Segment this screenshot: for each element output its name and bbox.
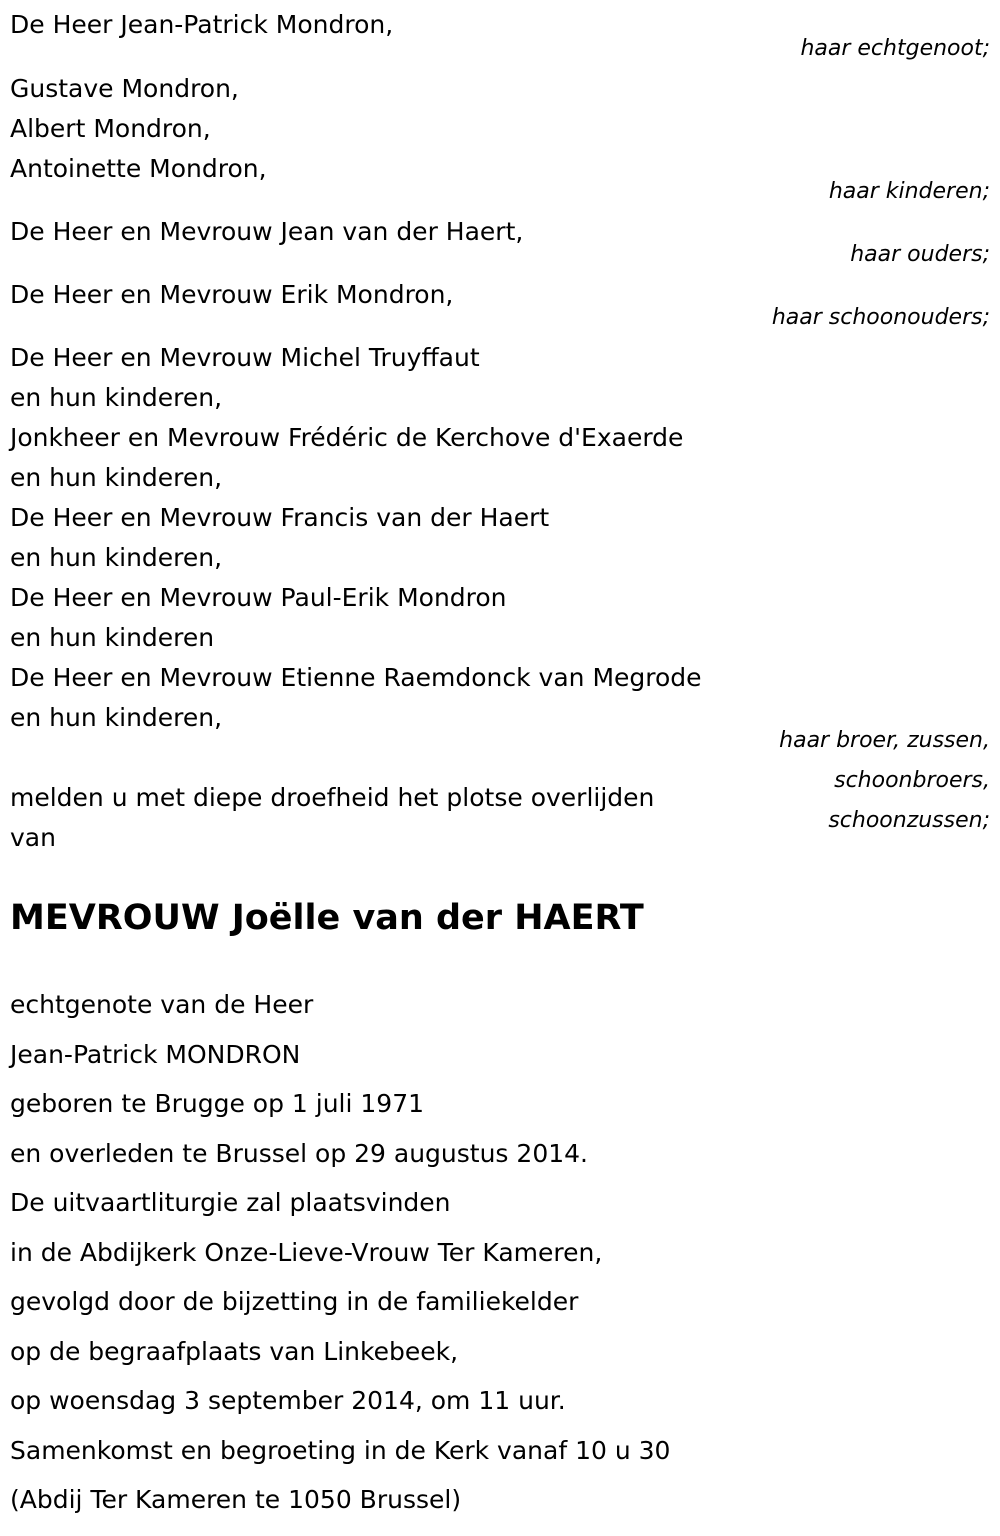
- spouse-role: haar echtgenoot;: [800, 36, 990, 61]
- children-role: haar kinderen;: [828, 179, 990, 204]
- sibling-line: en hun kinderen,: [10, 703, 223, 732]
- child-name: Albert Mondron,: [10, 114, 211, 143]
- detail-line: en overleden te Brussel op 29 augustus 2014.: [10, 1139, 588, 1168]
- child-name: Gustave Mondron,: [10, 74, 239, 103]
- announcement-text: van: [10, 823, 56, 852]
- sibling-line: De Heer en Mevrouw Francis van der Haert: [10, 503, 550, 532]
- parents-in-law-role: haar schoonouders;: [771, 305, 990, 330]
- sibling-line: en hun kinderen,: [10, 383, 223, 412]
- detail-line: (Abdij Ter Kameren te 1050 Brussel): [10, 1485, 462, 1514]
- sibling-line: en hun kinderen: [10, 623, 215, 652]
- detail-line: Jean-Patrick MONDRON: [10, 1040, 301, 1069]
- sibling-line: Jonkheer en Mevrouw Frédéric de Kerchove d'Exaerde: [10, 423, 684, 452]
- siblings-role: haar broer, zussen,: [779, 728, 990, 753]
- parents-role: haar ouders;: [850, 242, 990, 267]
- child-name: Antoinette Mondron,: [10, 154, 267, 183]
- siblings-role: schoonzussen;: [828, 808, 990, 833]
- detail-line: Samenkomst en begroeting in de Kerk vanaf 10 u 30: [10, 1436, 671, 1465]
- parents-in-law-name: De Heer en Mevrouw Erik Mondron,: [10, 280, 454, 309]
- deceased-name: MEVROUW Joëlle van der HAERT: [10, 898, 644, 938]
- detail-line: op de begraafplaats van Linkebeek,: [10, 1337, 459, 1366]
- detail-line: geboren te Brugge op 1 juli 1971: [10, 1089, 425, 1118]
- sibling-line: De Heer en Mevrouw Michel Truyffaut: [10, 343, 480, 372]
- detail-line: op woensdag 3 september 2014, om 11 uur.: [10, 1386, 566, 1415]
- detail-line: De uitvaartliturgie zal plaatsvinden: [10, 1188, 451, 1217]
- spouse-name: De Heer Jean-Patrick Mondron,: [10, 10, 394, 39]
- sibling-line: en hun kinderen,: [10, 463, 223, 492]
- detail-line: in de Abdijkerk Onze-Lieve-Vrouw Ter Kameren,: [10, 1238, 603, 1267]
- sibling-line: en hun kinderen,: [10, 543, 223, 572]
- sibling-line: De Heer en Mevrouw Paul-Erik Mondron: [10, 583, 507, 612]
- parents-name: De Heer en Mevrouw Jean van der Haert,: [10, 217, 524, 246]
- announcement-text: melden u met diepe droefheid het plotse overlijden: [10, 783, 655, 812]
- detail-line: gevolgd door de bijzetting in de familiekelder: [10, 1287, 579, 1316]
- detail-line: echtgenote van de Heer: [10, 990, 314, 1019]
- siblings-role: schoonbroers,: [834, 768, 990, 793]
- sibling-line: De Heer en Mevrouw Etienne Raemdonck van Megrode: [10, 663, 702, 692]
